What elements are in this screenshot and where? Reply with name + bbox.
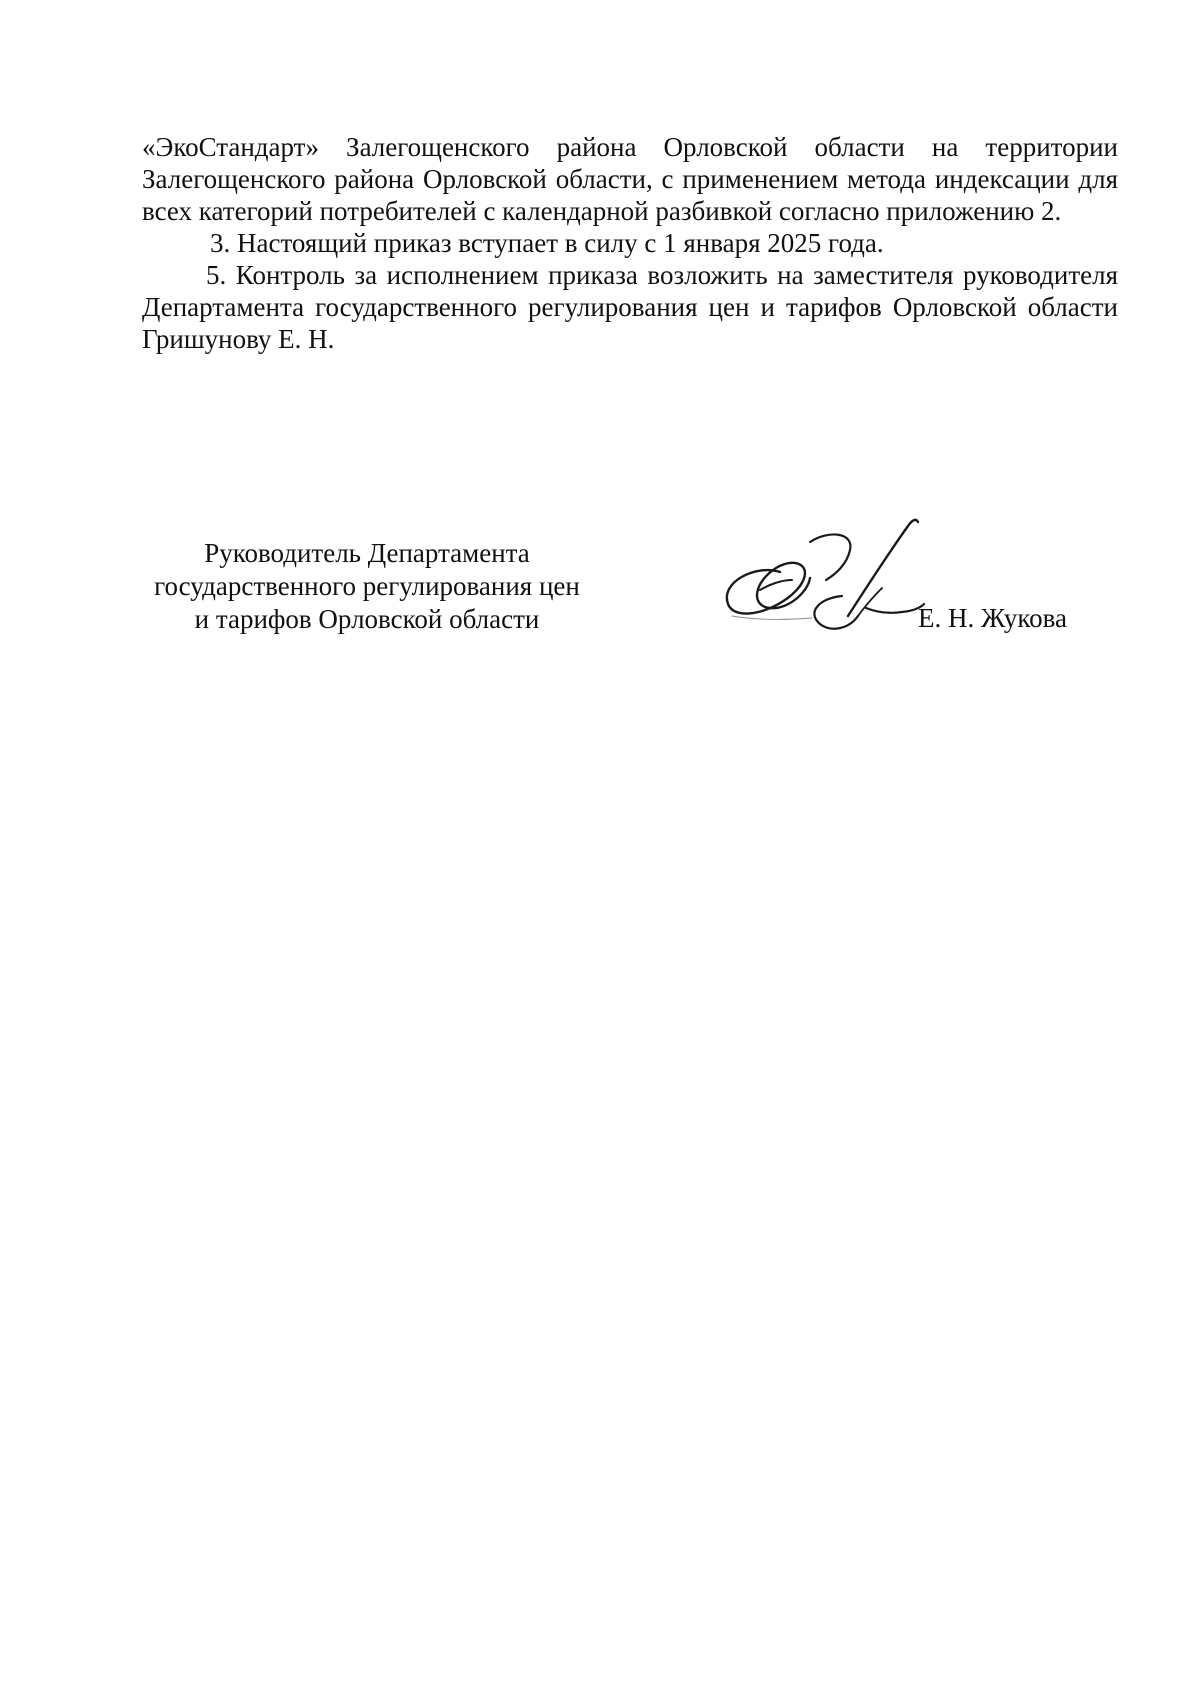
paragraph-item-3: 3. Настоящий приказ вступает в силу с 1 января 2025 года.	[210, 228, 884, 258]
position-line: и тарифов Орловской области	[194, 604, 540, 634]
signature-stroke	[866, 604, 924, 613]
signature-stroke	[732, 616, 812, 619]
signatory-position	[132, 537, 602, 636]
signer-name: Е. Н. Жукова	[918, 603, 1067, 633]
signature-stroke	[727, 563, 810, 614]
document-body	[142, 131, 1118, 355]
signature-stroke	[810, 534, 850, 580]
paragraph-item-5: 5. Контроль за исполнением приказа возложить на заместителя руководителя Департамента государственного регулирования цен и тарифов Орловской области Гришунову Е. Н.	[142, 260, 1118, 354]
paragraph-continuation: «ЭкоСтандарт» Залегощенского района Орловской области на территории Залегощенского района Орловской области, с применением метода индексации для всех категорий потребителей с календарной разбивкой согласно приложению 2.	[142, 132, 1118, 226]
position-line: государственного регулирования цен	[154, 571, 580, 601]
handwritten-signature	[716, 508, 944, 634]
signature-stroke	[760, 580, 792, 590]
signature-stroke	[848, 520, 918, 616]
position-line: Руководитель Департамента	[204, 538, 530, 568]
